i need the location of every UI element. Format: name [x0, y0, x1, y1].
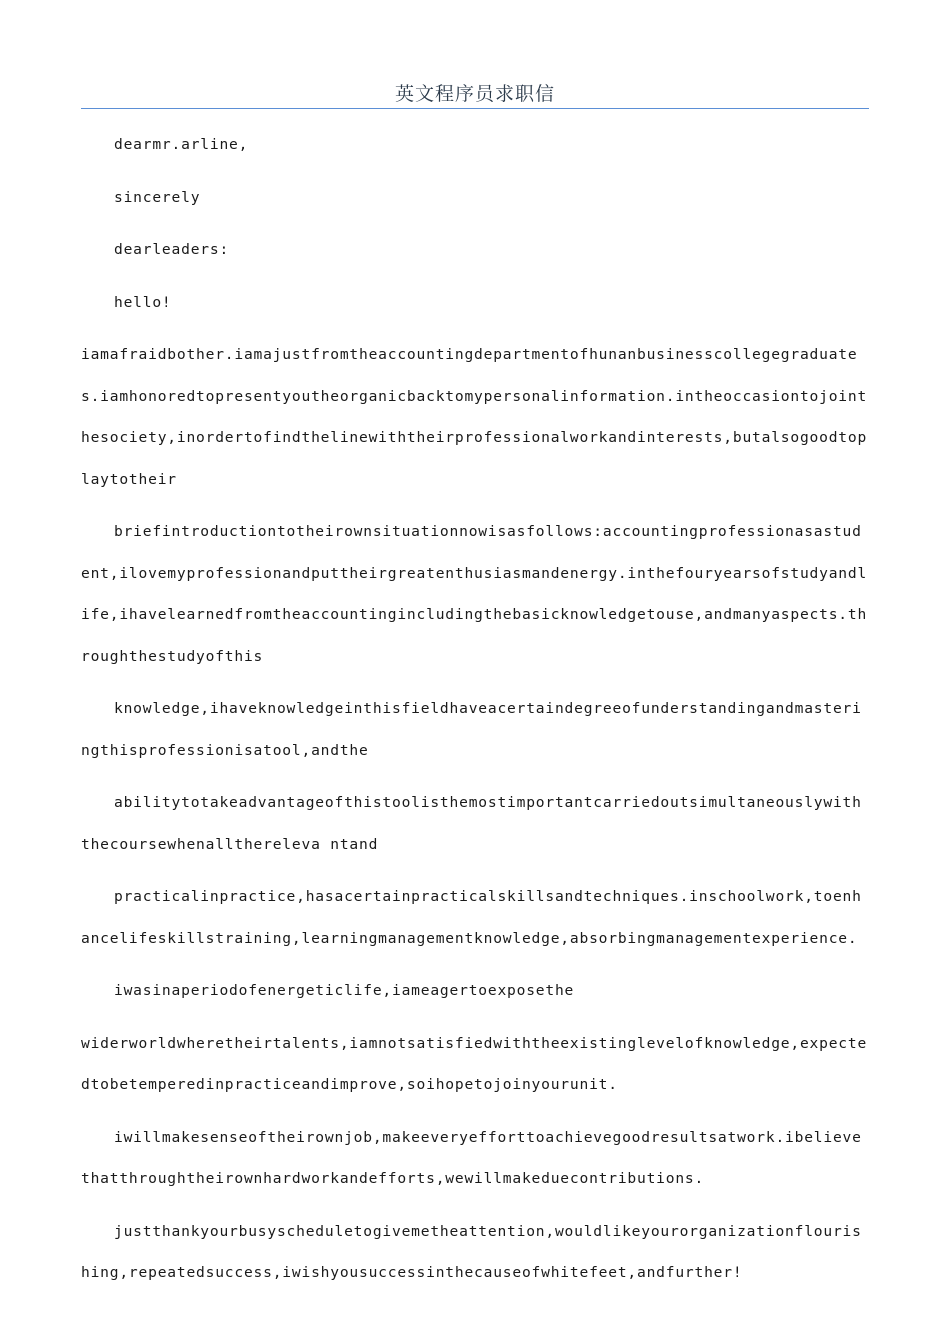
paragraph: knowledge,ihaveknowledgeinthisfieldhaveacertaindegreeofunderstandingandmasteringthisprofessionisatool,andthe	[81, 700, 862, 759]
header-divider	[81, 108, 869, 109]
hello-line: hello!	[114, 293, 172, 311]
paragraph: iwasinaperiodofenergeticlife,iameagertoexposethe	[114, 982, 575, 999]
greeting-line: dearleaders:	[114, 241, 230, 258]
paragraph: iamafraidbother.iamajustfromtheaccountingdepartmentofhunanbusinesscollegegraduates.iamhonoredtopresentyoutheorganicbacktomypersonalinformation.intheoccasiontojointhesociety,inordertofindthelinewiththeirprofessionalworkandinterests,butalsogoodtoplaytotheir	[81, 346, 868, 488]
paragraph: iwillmakesenseoftheirownjob,makeeveryefforttoachievegoodresultsatwork.ibelievethatthroughtheirownhardworkandefforts,wewillmakeduecontributions.	[81, 1128, 862, 1187]
paragraph: abilitytotakeadvantageofthistoolisthemostimportantcarriedoutsimultaneouslywiththecoursewhenallthereleva ntand	[81, 794, 862, 853]
document-header-title: 英文程序员求职信	[394, 83, 555, 105]
paragraph: briefintroductiontotheirownsituationnowisasfollows:accountingprofessionasastudent,ilovemyprofessionandputtheirgreatenthusiasmandenergy.inthefouryearsofstudyandlife,ihavelearnedfromtheaccountingincludingthebasicknowledgetouse,andmanyaspects.throughthestudyofthis	[81, 523, 868, 665]
paragraph: widerworldwheretheirtalents,iamnotsatisfiedwiththeexistinglevelofknowledge,expectedtobetemperedinpracticeandimprove,soihopetojoinyourunit.	[81, 1034, 868, 1093]
paragraph: practicalinpractice,hasacertainpracticalskillsandtechniques.inschoolwork,toenhancelifeskillstraining,learningmanagementknowledge,absorbingmanagementexperience.	[81, 888, 862, 947]
closing-line: sincerely	[114, 188, 201, 206]
paragraph: justthankyourbusyscheduletogivemetheattention,wouldlikeyourorganizationflourishing,repeatedsuccess,iwishyousuccessinthecauseofwhitefeet,andfurther!	[81, 1222, 862, 1281]
letter-body	[81, 124, 869, 1305]
salutation-line: dearmr.arline,	[114, 136, 249, 153]
